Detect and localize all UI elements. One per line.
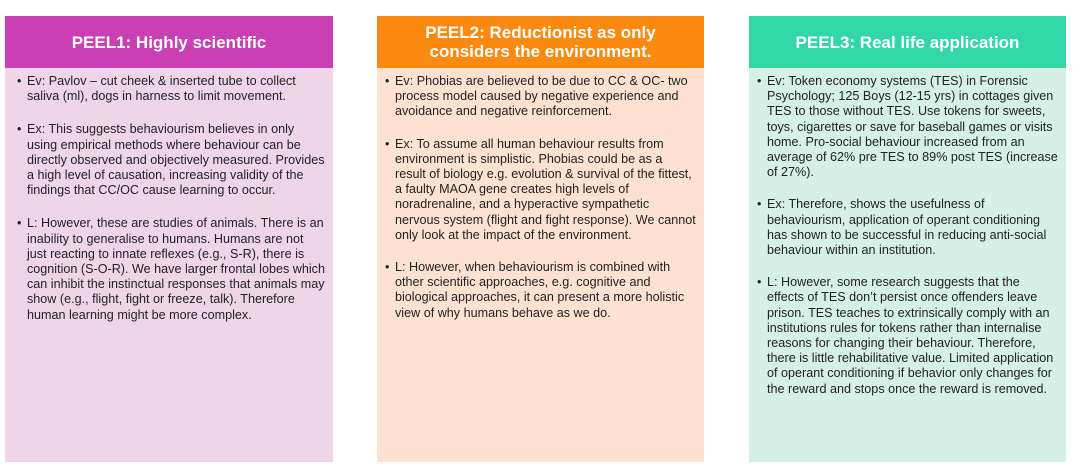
peel1-link: • L: However, these are studies of animals. There is an inability to generalise to humans. Humans are not just reacting to innate reflexes (e.g., S-R), there is cognition (S-O-R). We have larger frontal lobes which can inhibit the instinctual responses that animals may show (e.g., flight, fight or freeze, talk). Therefore human learning might be more complex. [17,216,325,322]
peel3-card [749,16,1066,462]
peel2-points [385,74,696,321]
peel1-evidence: • Ev: Pavlov – cut cheek & inserted tube to collect saliva (ml), dogs in harness to limit movement. [17,74,325,104]
peel1-explanation: • Ex: This suggests behaviourism believes in only using empirical methods where behaviour can be directly observed and objectively measured. Provides a high level of causation, increasing validity of the findings that CC/OC cause learning to occur. [17,122,325,198]
peel2-body [377,68,704,462]
peel1-body [5,68,333,462]
peel2-title: PEEL2: Reductionist as only considers the environment. [377,16,704,68]
peel1-card [5,16,333,462]
peel3-body [749,68,1066,462]
peel2-link: • L: However, when behaviourism is combined with other scientific approaches, e.g. cognitive and biological approaches, it can present a more holistic view of why humans behave as we do. [385,260,696,321]
peel3-title: PEEL3: Real life application [749,16,1066,68]
peel3-link: • L: However, some research suggests that the effects of TES don’t persist once offenders leave prison. TES teaches to extrinsically comply with an institutions rules for tokens rather than internalise reasons for changing their behaviour. Therefore, there is little rehabilitative value. Limited application of operant conditioning if behavior only changes for the reward and stops once the reward is removed. [757,275,1058,397]
peel2-evidence: • Ev: Phobias are believed to be due to CC & OC- two process model caused by negative experience and avoidance and negative reinforcement. [385,74,696,120]
peel2-explanation: • Ex: To assume all human behaviour results from environment is simplistic. Phobias could be as a result of biology e.g. evolution & survival of the fittest, a faulty MAOA gene creates high levels of noradrenaline, and a hyperactive sympathetic nervous system (flight and fight response). We cannot only look at the impact of the environment. [385,137,696,243]
peel1-points [13,74,325,323]
peel3-evidence: • Ev: Token economy systems (TES) in Forensic Psychology; 125 Boys (12-15 yrs) in cottages given TES to those without TES. Use tokens for sweets, toys, cigarettes or save for baseball games or visits home. Pro-social behaviour increased from an average of 62% pre TES to 89% post TES (increase of 27%). [757,74,1058,180]
peel1-title: PEEL1: Highly scientific [5,16,333,68]
peel3-points [757,74,1058,397]
peel2-card [377,16,704,462]
peel3-explanation: • Ex: Therefore, shows the usefulness of behaviourism, application of operant conditioning has shown to be successful in reducing anti-social behaviour within an institution. [757,197,1058,258]
